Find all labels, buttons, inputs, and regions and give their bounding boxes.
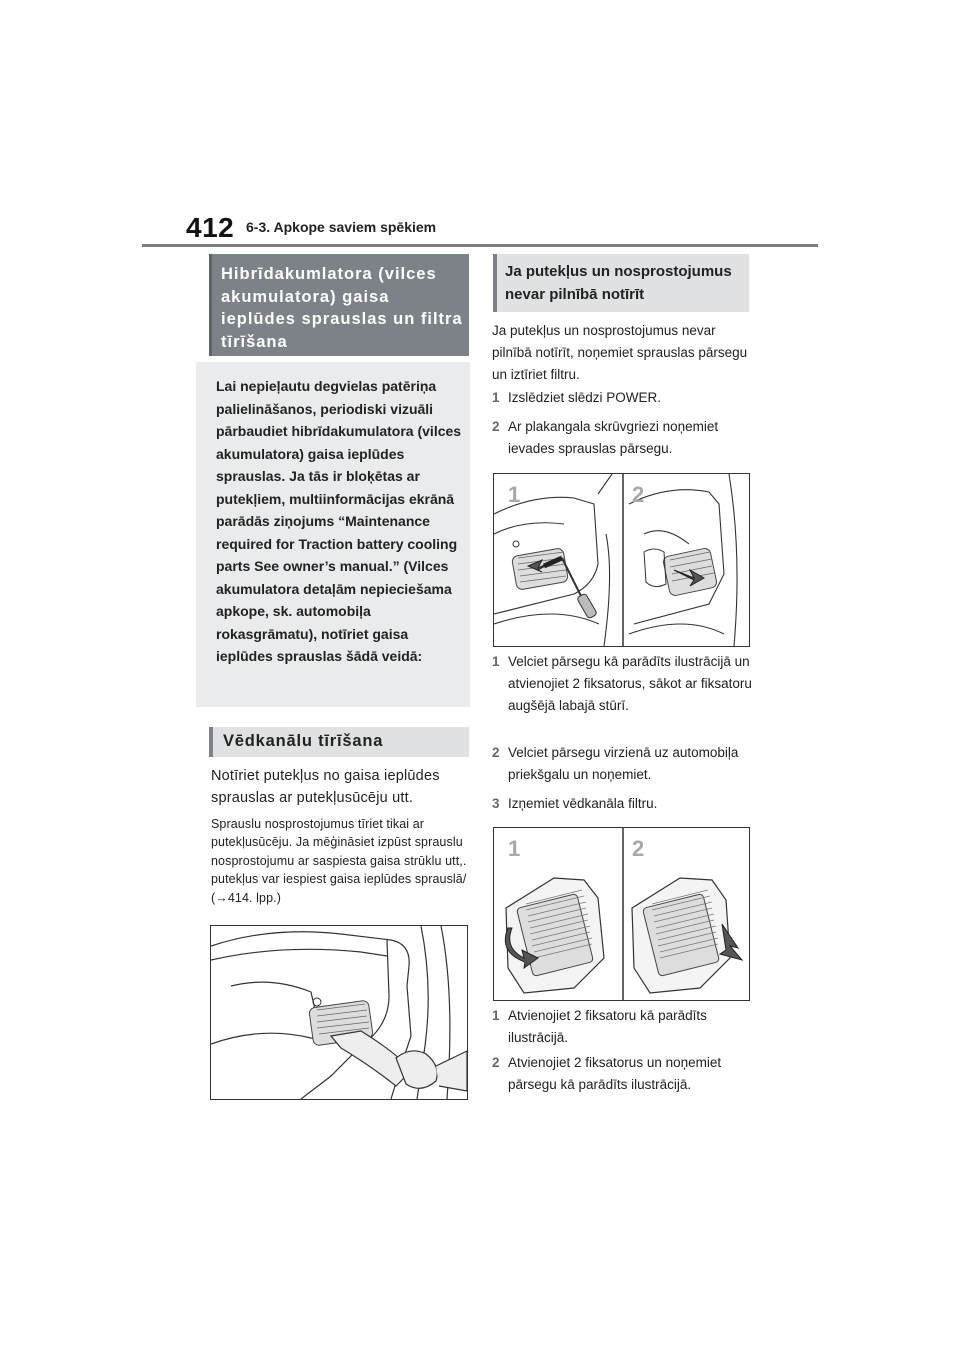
- vacuum-caution: Sprauslu nosprostojumus tīriet tikai ar putekļusūcēju. Ja mēģināsiet izpūst sprauslu nosprostojumu ar saspiesta gaisa strūklu utt,. putekļus var iespiest gaisa ieplūdes sprauslā/ (→414. lpp.): [211, 817, 467, 905]
- heading-text: Hibrīdakumlatora (vilces akumulatora) gaisa ieplūdes sprauslas un filtra tīrīšana: [221, 265, 463, 351]
- step-number: 1: [492, 1008, 500, 1023]
- figure-label-1: 1: [508, 836, 521, 861]
- figure-label-2: 2: [632, 482, 645, 507]
- step-item: [492, 793, 754, 815]
- step-text: Atvienojiet 2 fiksatorus un noņemiet pārsegu kā parādīts ilustrācijā.: [508, 1055, 722, 1092]
- figure-label-2: 2: [632, 836, 645, 861]
- step-item: [492, 742, 754, 786]
- heading-accent-bar: [493, 254, 497, 312]
- heading-text: Vēdkanālu tīrīšana: [223, 732, 384, 750]
- step-item: [492, 651, 754, 717]
- note-text: Lai nepieļautu degvielas patēriņa palielināšanos, periodiski vizuāli pārbaudiet hibrīdakumulatora (vilces akumulatora) gaisa ieplūdes sprauslas. Ja tās ir bloķētas ar putekļiem, multiinformācijas ekrānā parādās ziņojums “Maintenance required for Traction battery cooling parts See owner’s manual.” (Vilces akumulatora detaļām nepieciešama apkope, sk. automobiļa rokasgrāmatu), notīriet gaisa ieplūdes sprauslas šādā veidā:: [216, 378, 462, 664]
- section-heading-duct-cleaning: [209, 727, 469, 757]
- vacuum-illustration: [210, 925, 468, 1100]
- cover-removal-drawing: [494, 474, 749, 646]
- step-item: [492, 1052, 754, 1096]
- vacuum-drawing: [211, 926, 467, 1099]
- step-text: Velciet pārsegu virzienā uz automobiļa priekšgalu un noņemiet.: [508, 745, 739, 782]
- intro-text: Ja putekļus un nosprostojumus nevar pilnībā notīrīt, noņemiet sprauslas pārsegu un iztīriet filtru.: [492, 323, 748, 382]
- section-title: 6-3. Apkope saviem spēkiem: [246, 219, 437, 235]
- step-number: 1: [492, 654, 500, 669]
- step-text: Izslēdziet slēdzi POWER.: [508, 390, 662, 405]
- filter-removal-drawing: [494, 828, 749, 1000]
- step-item: [492, 387, 754, 409]
- header-rule: [142, 244, 818, 247]
- step-number: 1: [492, 390, 500, 405]
- heading-accent-bar: [209, 727, 213, 757]
- step-text: Atvienojiet 2 fiksatoru kā parādīts ilustrācijā.: [508, 1008, 707, 1045]
- cover-removal-illustration: [493, 473, 750, 647]
- filter-removal-illustration: [493, 827, 750, 1001]
- page-number: 412: [186, 212, 235, 243]
- section-heading-remove-cover: [493, 254, 749, 312]
- step-item: [492, 416, 754, 460]
- step-number: 3: [492, 796, 500, 811]
- maintenance-note: [196, 362, 470, 707]
- step-item: [492, 1005, 754, 1049]
- step-number: 2: [492, 419, 500, 434]
- vacuum-instruction: Notīriet putekļus no gaisa ieplūdes sprauslas ar putekļusūcēju utt.: [211, 768, 440, 806]
- section-heading-battery-intake: [209, 254, 469, 356]
- figure-label-1: 1: [508, 482, 521, 507]
- step-number: 2: [492, 1055, 500, 1070]
- step-text: Izņemiet vēdkanāla filtru.: [508, 796, 658, 811]
- step-text: Velciet pārsegu kā parādīts ilustrācijā un atvienojiet 2 fiksatorus, sākot ar fiksatoru augšējā labajā stūrī.: [508, 654, 752, 713]
- step-text: Ar plakangala skrūvgriezi noņemiet ievades sprauslas pārsegu.: [508, 419, 719, 456]
- heading-accent-bar: [209, 254, 212, 356]
- step-number: 2: [492, 745, 500, 760]
- heading-text: Ja putekļus un nosprostojumus nevar pilnībā notīrīt: [505, 263, 732, 303]
